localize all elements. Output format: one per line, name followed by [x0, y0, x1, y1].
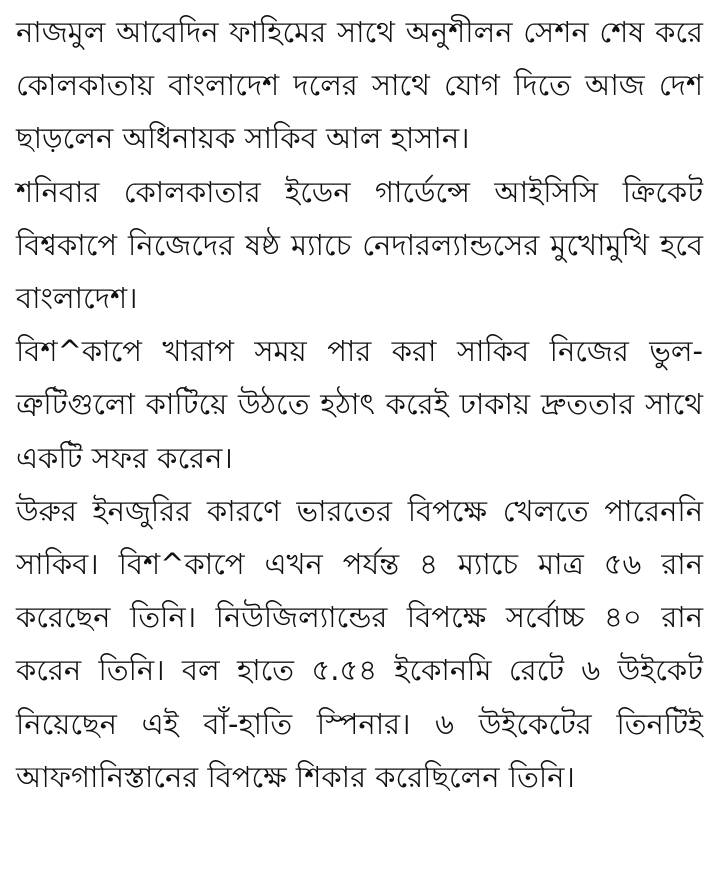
paragraph-3: বিশ^কাপে খারাপ সময় পার করা সাকিব নিজের ভুল-ত্রুটিগুলো কাটিয়ে উঠতে হঠাৎ করেই ঢাকায় দ্রুততার সাথে একটি সফর করেন।: [16, 334, 703, 475]
paragraph-4: উরুর ইনজুরির কারণে ভারতের বিপক্ষে খেলতে পারেননি সাকিব। বিশ^কাপে এখন পর্যন্ত ৪ ম্যাচে মাত্র ৫৬ রান করেছেন তিনি। নিউজিল্যান্ডের বিপক্ষে সর্বোচ্চ ৪০ রান করেন তিনি। বল হাতে ৫.৫৪ ইকোনমি রেটে ৬ উইকেট নিয়েছেন এই বাঁ-হাতি স্পিনার। ৬ উইকেটের তিনটিই আফগানিস্তানের বিপক্ষে শিকার করেছিলেন তিনি।: [16, 493, 703, 794]
paragraph-2: শনিবার কোলকাতার ইডেন গার্ডেন্সে আইসিসি ক্রিকেট বিশ্বকাপে নিজেদের ষষ্ঠ ম্যাচে নেদারল্যান্ডসের মুখোমুখি হবে বাংলাদেশ।: [16, 174, 703, 316]
paragraph-1: নাজমুল আবেদিন ফাহিমের সাথে অনুশীলন সেশন শেষ করে কোলকাতায় বাংলাদেশ দলের সাথে যোগ দিতে আজ দেশ ছাড়লেন অধিনায়ক সাকিব আল হাসান।: [16, 15, 703, 156]
